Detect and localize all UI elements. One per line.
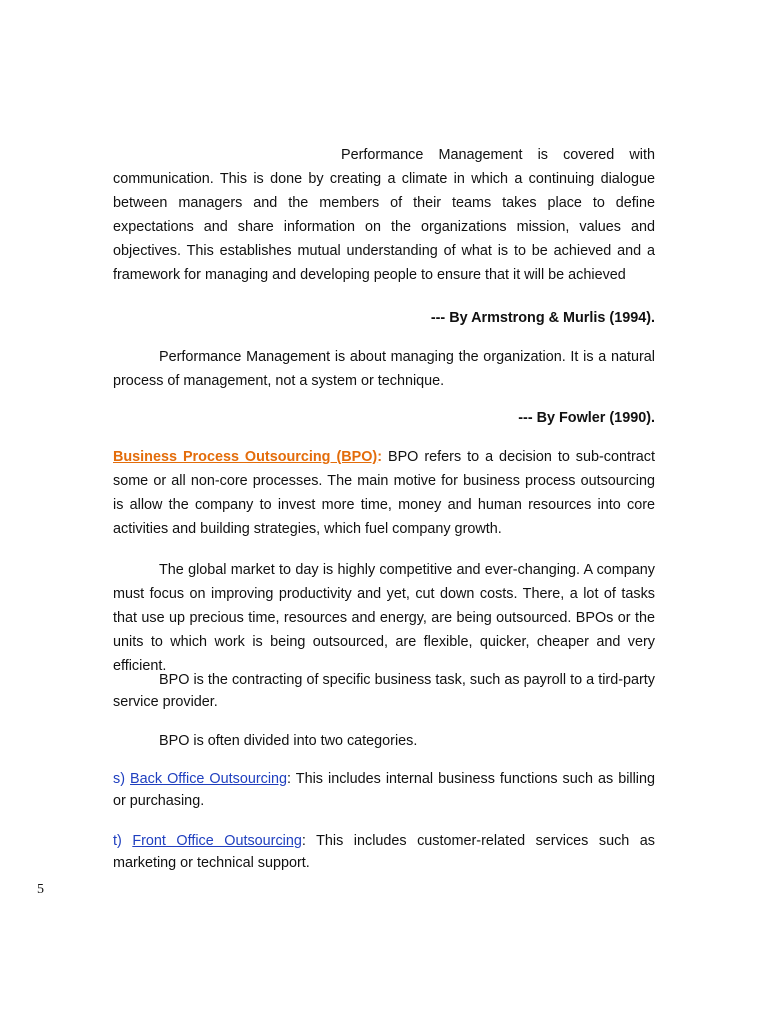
citation-armstrong: --- By Armstrong & Murlis (1994). — [430, 310, 655, 326]
list-marker: t) — [113, 833, 122, 849]
page-number: 5 — [37, 882, 44, 897]
back-office-description: : This includes internal business functions such as billing or purchasing. — [113, 771, 656, 809]
list-marker: s) — [113, 771, 125, 787]
front-office-outsourcing-link[interactable]: Front Office Outsourcing — [132, 833, 302, 849]
paragraph-definition-armstrong: Performance Management is covered with communication. This is done by creating a climate in which a continuing dialogue between managers and the members of their teams takes place to define expectations and share information on the organizations mission, values and objectives. This establishes mutual understanding of what is to be achieved and a framework for managing and developing people to ensure that it will be achieved — [113, 147, 655, 283]
list-item-back-office — [113, 768, 655, 812]
paragraph-definition-fowler: Performance Management is about managing the organization. It is a natural process of management, not a system or technique. — [113, 349, 655, 389]
list-item-front-office — [113, 830, 655, 874]
bpo-definition-text: BPO refers to a decision to sub-contract some or all non-core processes. The main motive for business process outsourcing is allow the company to invest more time, money and human resources into core activities and building strategies, which fuel company growth. — [113, 449, 655, 537]
back-office-outsourcing-link[interactable]: Back Office Outsourcing — [130, 771, 288, 787]
paragraph-global-market: The global market to day is highly competitive and ever-changing. A company must focus on improving productivity and yet, cut down costs. There, a lot of tasks that use up precious time, resources and energy, are being outsourced. BPOs or the units to which work is being outsourced, are flexible, quicker, cheaper and very efficient. — [113, 562, 655, 674]
bpo-term-colon: : — [377, 449, 383, 465]
front-office-description: : This includes customer-related services such as marketing or technical support. — [113, 833, 655, 871]
bpo-term-heading: Business Process Outsourcing (BPO) — [113, 449, 378, 465]
citation-fowler: --- By Fowler (1990). — [518, 410, 655, 426]
paragraph-bpo-categories-intro: BPO is often divided into two categories. — [159, 733, 418, 749]
paragraph-bpo-definition — [113, 445, 655, 541]
paragraph-bpo-contracting: BPO is the contracting of specific business task, such as payroll to a tird-party service provider. — [113, 672, 655, 710]
